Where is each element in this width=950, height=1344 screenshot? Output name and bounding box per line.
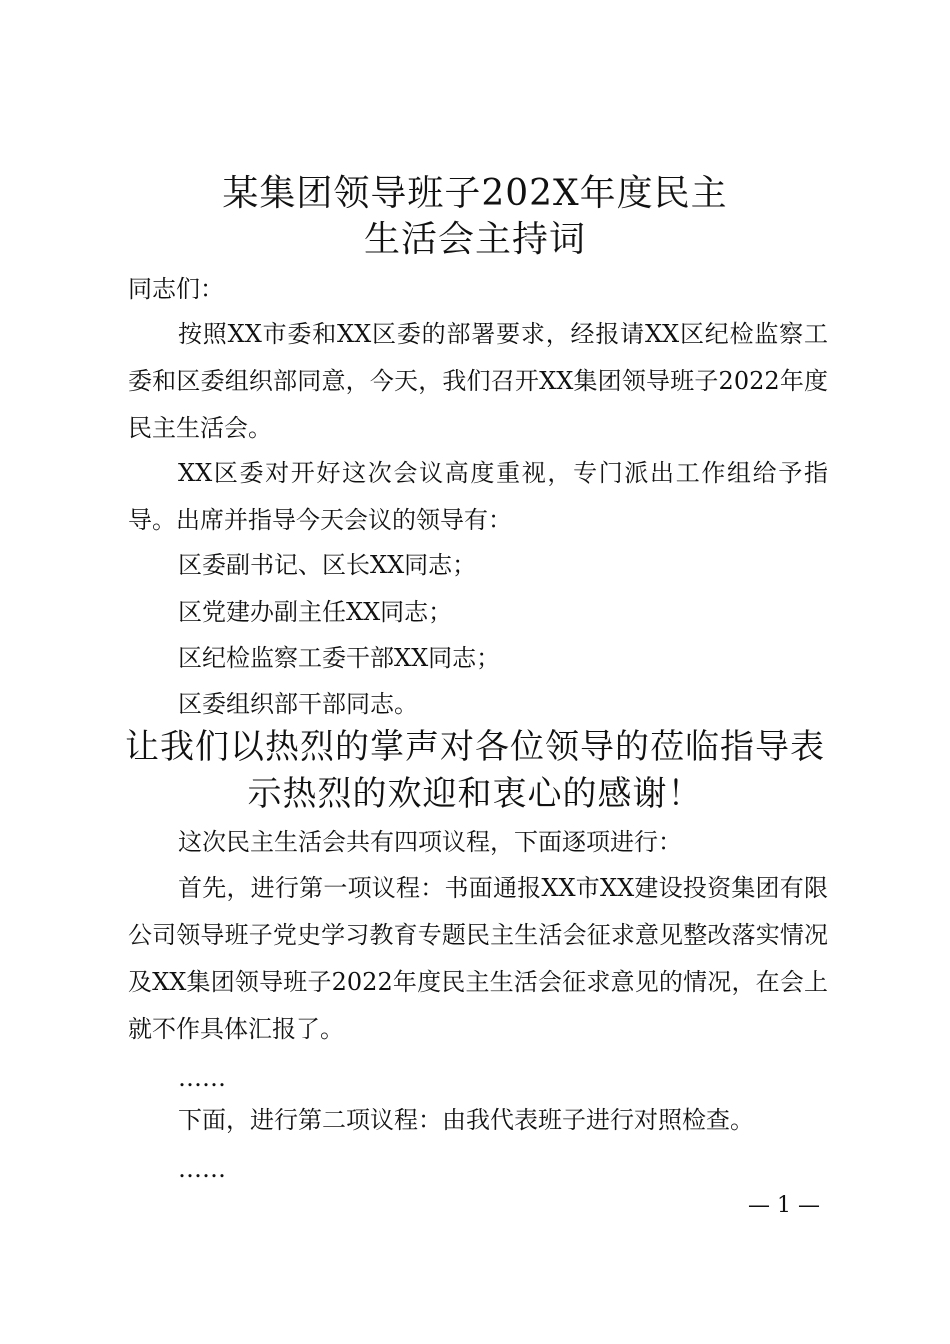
paragraph-second-agenda: 下面，进行第二项议程：由我代表班子进行对照检查。 [178, 1106, 754, 1134]
paragraph-opening: 按照XX市委和XX区委的部署要求，经报请XX区纪检监察工委和区委组织部同意，今天，我们召开XX集团领导班子2022年度民主生活会。 [128, 320, 828, 442]
leader-item: 区党建办副主任XX同志； [178, 598, 453, 626]
leader-item: 区委组织部干部同志。 [178, 690, 418, 718]
paragraph-first-agenda: 首先，进行第一项议程：书面通报XX市XX建设投资集团有限公司领导班子党史学习教育专题民主生活会征求意见整改落实情况及XX集团领导班子2022年度民主生活会征求意见的情况，在会上就不作具体汇报了。 [128, 874, 828, 1043]
leader-item: 区纪检监察工委干部XX同志； [178, 644, 501, 672]
salutation: 同志们： [128, 275, 224, 303]
title-line-1: 某集团领导班子202X年度民主 [222, 173, 728, 214]
page-number: — 1 — [748, 1193, 820, 1218]
ellipsis: …… [178, 1064, 226, 1092]
agenda-intro: 这次民主生活会共有四项议程，下面逐项进行： [178, 828, 682, 856]
title-line-2: 生活会主持词 [363, 219, 586, 260]
applause-line-1: 让我们以热烈的掌声对各位领导的莅临指导表 [125, 727, 825, 767]
paragraph-leaders-intro: XX区委对开好这次会议高度重视，专门派出工作组给予指导。出席并指导今天会议的领导有： [128, 459, 828, 534]
applause-line-2: 示热烈的欢迎和衷心的感谢！ [247, 774, 703, 814]
ellipsis: …… [178, 1155, 226, 1183]
leader-item: 区委副书记、区长XX同志； [178, 551, 477, 579]
